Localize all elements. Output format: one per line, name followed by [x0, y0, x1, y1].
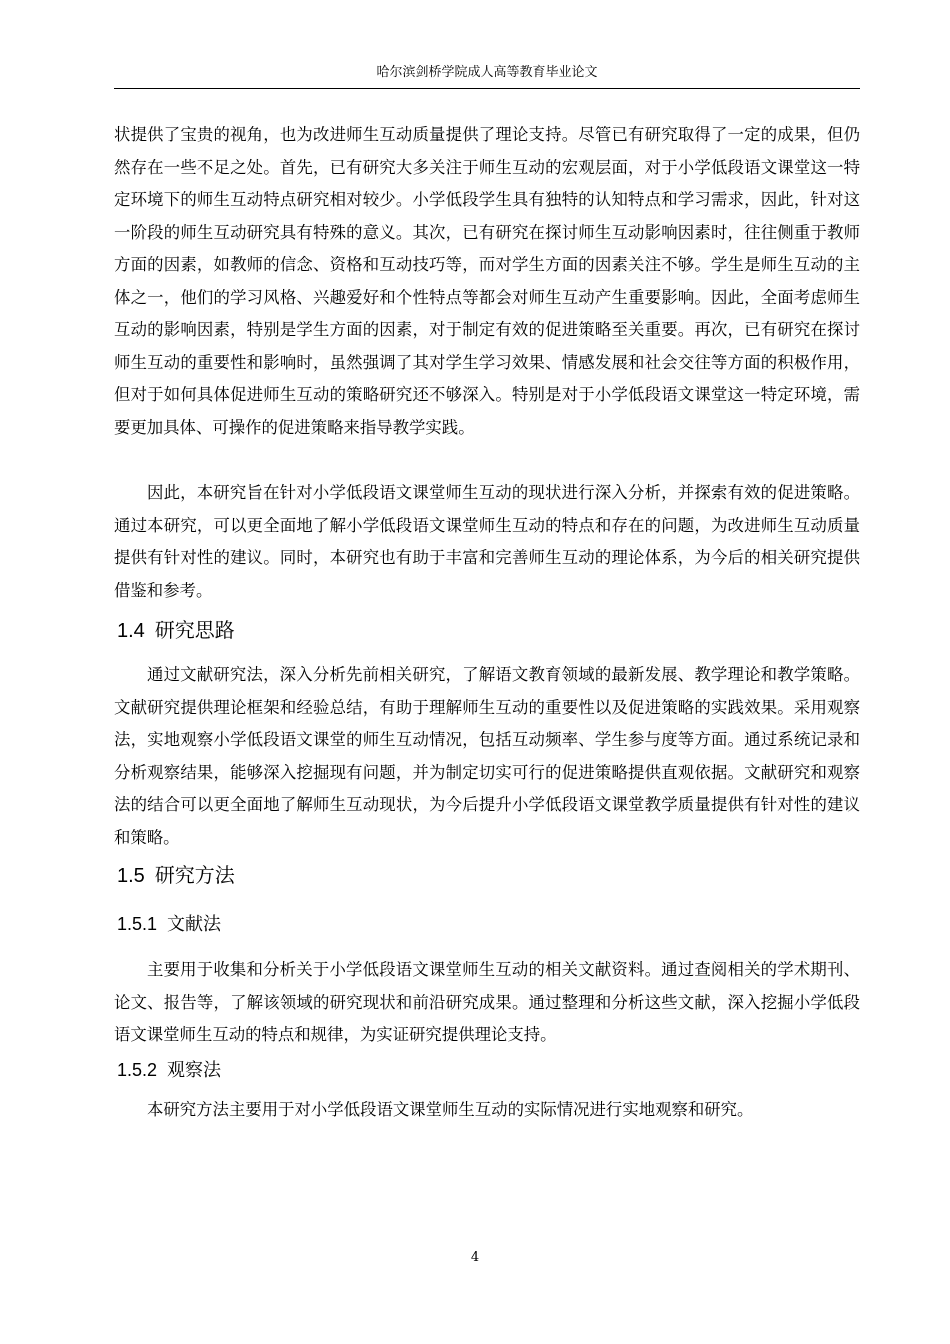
section-number: 1.5 [117, 865, 145, 887]
running-header: 哈尔滨剑桥学院成人高等教育毕业论文 [376, 65, 598, 80]
section-heading-1-5 [117, 861, 235, 891]
paragraph-1: 状提供了宝贵的视角，也为改进师生互动质量提供了理论支持。尽管已有研究取得了一定的成果，但仍然存在一些不足之处。首先，已有研究大多关注于师生互动的宏观层面，对于小学低段语文课堂这一特定环境下的师生互动特点研究相对较少。小学低段学生具有独特的认知特点和学习需求，因此，针对这一阶段的师生互动研究具有特殊的意义。其次，已有研究在探讨师生互动影响因素时，往往侧重于教师方面的因素，如教师的信念、资格和互动技巧等，而对学生方面的因素关注不够。学生是师生互动的主体之一，他们的学习风格、兴趣爱好和个性特点等都会对师生互动产生重要影响。因此，全面考虑师生互动的影响因素，特别是学生方面的因素，对于制定有效的促进策略至关重要。再次，已有研究在探讨师生互动的重要性和影响时，虽然强调了其对学生学习效果、情感发展和社会交往等方面的积极作用，但对于如何具体促进师生互动的策略研究还不够深入。特别是对于小学低段语文课堂这一特定环境，需要更加具体、可操作的促进策略来指导教学实践。 [114, 125, 860, 437]
section-number: 1.4 [117, 620, 145, 642]
subsection-title: 文献法 [167, 914, 222, 934]
page-number: 4 [470, 1250, 480, 1265]
subsection-heading-1-5-2 [117, 1056, 221, 1084]
subsection-number: 1.5.1 [117, 914, 158, 934]
section-title: 研究思路 [154, 620, 235, 642]
paragraph-4: 主要用于收集和分析关于小学低段语文课堂师生互动的相关文献资料。通过查阅相关的学术期刊、论文、报告等，了解该领域的研究现状和前沿研究成果。通过整理和分析这些文献，深入挖掘小学低段语文课堂师生互动的特点和规律，为实证研究提供理论支持。 [114, 960, 860, 1044]
paragraph-5: 本研究方法主要用于对小学低段语文课堂师生互动的实际情况进行实地观察和研究。 [147, 1100, 754, 1119]
header-rule [114, 88, 860, 89]
paragraph-2: 因此，本研究旨在针对小学低段语文课堂师生互动的现状进行深入分析，并探索有效的促进策略。通过本研究，可以更全面地了解小学低段语文课堂师生互动的特点和存在的问题，为改进师生互动质量提供有针对性的建议。同时，本研究也有助于丰富和完善师生互动的理论体系，为今后的相关研究提供借鉴和参考。 [114, 483, 860, 600]
subsection-title: 观察法 [167, 1060, 222, 1080]
section-heading-1-4 [117, 616, 235, 646]
section-title: 研究方法 [154, 865, 235, 887]
subsection-heading-1-5-1 [117, 910, 221, 938]
paragraph-3: 通过文献研究法，深入分析先前相关研究，了解语文教育领域的最新发展、教学理论和教学策略。文献研究提供理论框架和经验总结，有助于理解师生互动的重要性以及促进策略的实践效果。采用观察法，实地观察小学低段语文课堂的师生互动情况，包括互动频率、学生参与度等方面。通过系统记录和分析观察结果，能够深入挖掘现有问题，并为制定切实可行的促进策略提供直观依据。文献研究和观察法的结合可以更全面地了解师生互动现状，为今后提升小学低段语文课堂教学质量提供有针对性的建议和策略。 [114, 665, 860, 847]
subsection-number: 1.5.2 [117, 1060, 158, 1080]
